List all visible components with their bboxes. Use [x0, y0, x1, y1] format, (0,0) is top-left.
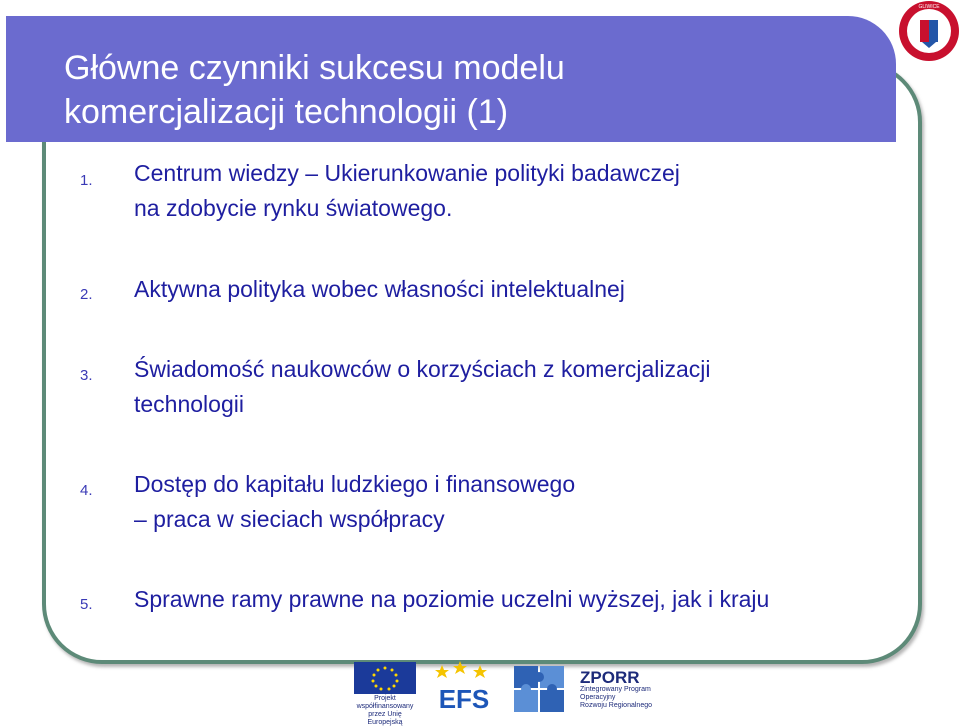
item-number: 4. [80, 482, 93, 499]
item-text: Sprawne ramy prawne na poziomie uczelni wyższej, jak i kraju [134, 586, 770, 612]
title-bar [6, 16, 896, 142]
zporr-title: ZPORR [580, 668, 640, 687]
zporr-sub-line: Zintegrowany Program [580, 686, 651, 693]
item-text-cont: – praca w sieciach współpracy [134, 506, 445, 532]
efs-logo [432, 660, 496, 716]
item-text: Dostęp do kapitału ludzkiego i finansowego [134, 471, 576, 497]
item-text-cont: na zdobycie rynku światowego. [134, 195, 453, 221]
zporr-sub-line: Rozwoju Regionalnego [580, 702, 652, 709]
item-text: Aktywna polityka wobec własności intelektualnej [134, 276, 625, 302]
title-line-2: komercjalizacji technologii (1) [64, 93, 509, 131]
item-number: 5. [80, 596, 93, 613]
title-line-1: Główne czynniki sukcesu modelu [64, 49, 565, 87]
zporr-puzzle-icon [512, 662, 568, 714]
item-number: 1. [80, 172, 93, 189]
zporr-subtitle [580, 686, 652, 710]
item-number: 2. [80, 286, 93, 303]
eu-caption: Projekt współfinansowany przez Unię Europejską [356, 695, 414, 726]
city-seal-logo [898, 0, 960, 62]
eu-flag-logo [354, 662, 416, 694]
item-text: Świadomość naukowców o korzyściach z komercjalizacji [134, 356, 711, 382]
zporr-sub-line: Operacyjny [580, 694, 616, 701]
seal-text: GLIWICE [918, 4, 940, 10]
item-text-cont: technologii [134, 391, 244, 417]
item-number: 3. [80, 367, 93, 384]
efs-text: EFS [438, 684, 490, 714]
slide-title [64, 46, 565, 134]
item-text: Centrum wiedzy – Ukierunkowanie polityki badawczej [134, 160, 680, 186]
